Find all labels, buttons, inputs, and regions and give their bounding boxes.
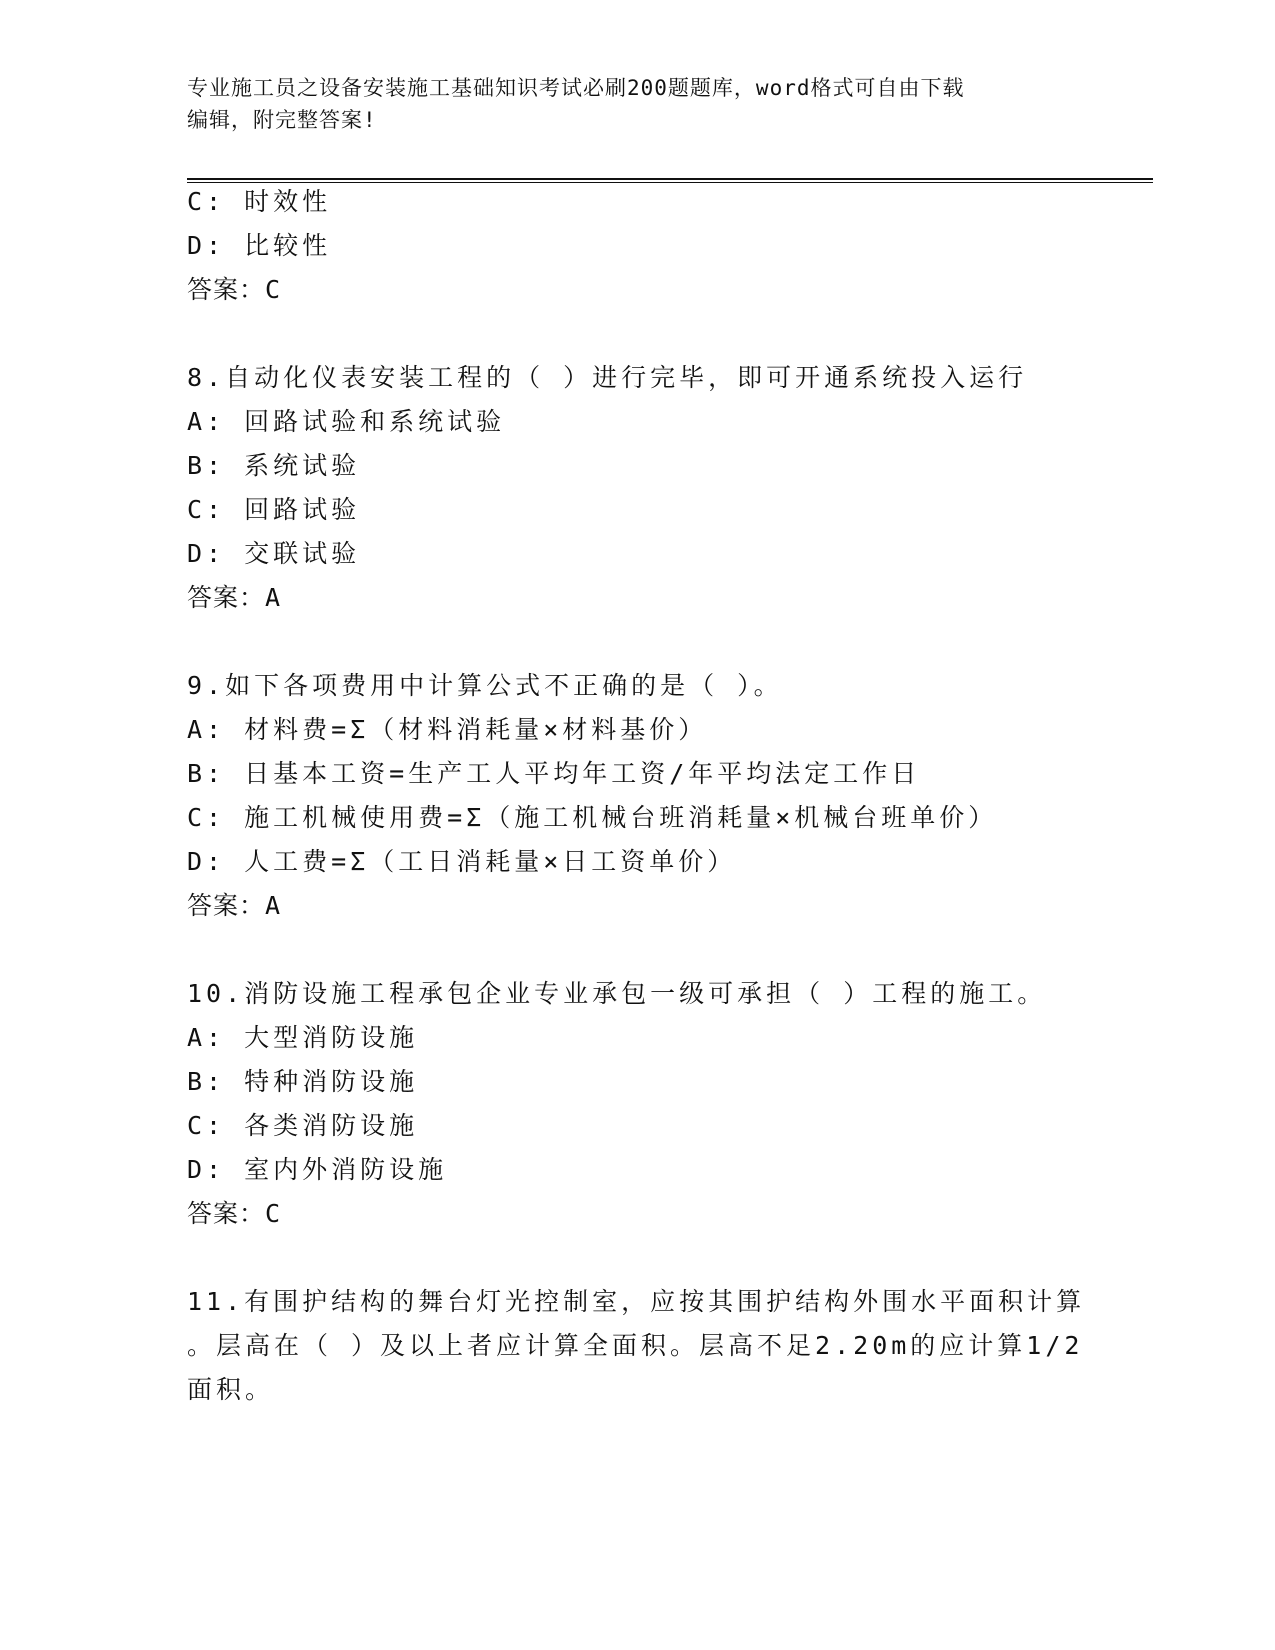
option-c: C: 各类消防设施 [187, 1111, 419, 1140]
option-d: D: 交联试验 [187, 539, 361, 568]
option-a: A: 大型消防设施 [187, 1023, 419, 1052]
question-stem: 9.如下各项费用中计算公式不正确的是（ ）。 [187, 671, 783, 700]
question-stem: 8.自动化仪表安装工程的（ ）进行完毕，即可开通系统投入运行 [187, 363, 1028, 392]
header-divider [187, 178, 1153, 183]
option-a: A: 回路试验和系统试验 [187, 407, 506, 436]
option-b: B: 日基本工资=生产工人平均年工资/年平均法定工作日 [187, 759, 921, 788]
option-c: C: 回路试验 [187, 495, 361, 524]
option-c: C: 时效性 [187, 187, 332, 216]
answer-value: C [265, 275, 282, 304]
question-stem-line-2: 。层高在（ ）及以上者应计算全面积。层高不足2.20m的应计算1/2 [187, 1331, 1084, 1360]
option-d: D: 室内外消防设施 [187, 1155, 448, 1184]
answer-line [187, 582, 281, 614]
option-c: C: 施工机械使用费=Σ（施工机械台班消耗量×机械台班单价） [187, 803, 998, 832]
answer-label: 答案： [187, 275, 266, 304]
header-title-line-2: 编辑，附完整答案! [187, 108, 377, 132]
option-d: D: 人工费=Σ（工日消耗量×日工资单价） [187, 847, 737, 876]
answer-value: C [265, 1199, 282, 1228]
answer-value: A [265, 583, 282, 612]
question-stem-line-1: 11.有围护结构的舞台灯光控制室，应按其围护结构外围水平面积计算 [187, 1287, 1086, 1316]
answer-value: A [265, 891, 282, 920]
header-title-line-1: 专业施工员之设备安装施工基础知识考试必刷200题题库，word格式可自由下载 [187, 76, 965, 100]
answer-label: 答案： [187, 891, 266, 920]
option-b: B: 特种消防设施 [187, 1067, 419, 1096]
answer-line [187, 274, 281, 306]
document-header [187, 72, 1087, 136]
answer-line [187, 890, 281, 922]
question-stem: 10.消防设施工程承包企业专业承包一级可承担（ ）工程的施工。 [187, 979, 1047, 1008]
answer-label: 答案： [187, 583, 266, 612]
option-d: D: 比较性 [187, 231, 332, 260]
option-a: A: 材料费=Σ（材料消耗量×材料基价） [187, 715, 708, 744]
option-b: B: 系统试验 [187, 451, 361, 480]
answer-line [187, 1198, 281, 1230]
answer-label: 答案： [187, 1199, 266, 1228]
question-stem-line-3: 面积。 [187, 1375, 275, 1404]
